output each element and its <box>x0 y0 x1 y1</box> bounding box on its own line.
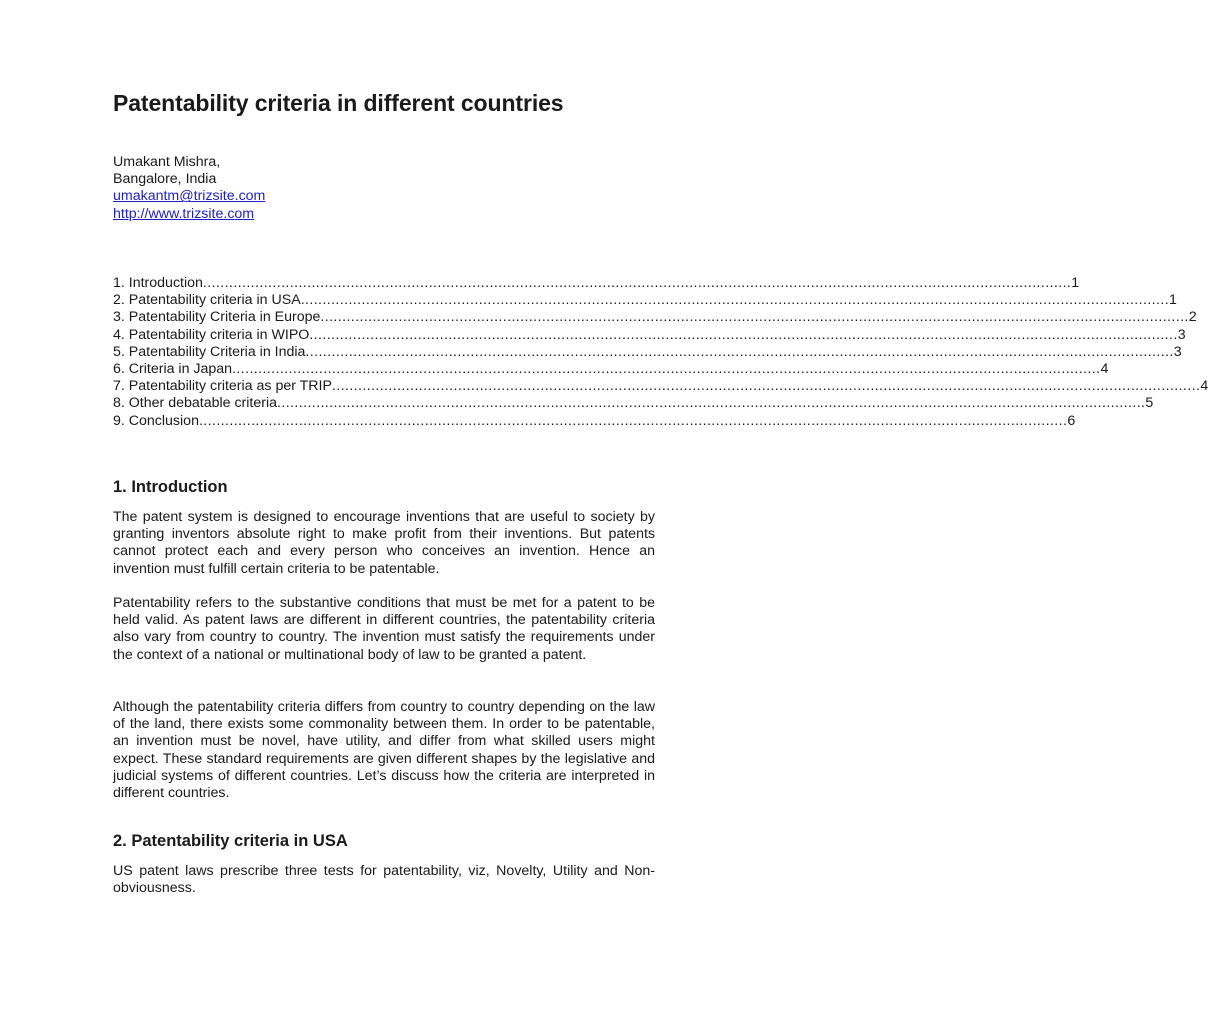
toc-page-number: 1 <box>1169 292 1177 309</box>
toc-entry[interactable]: 6. Criteria in Japan ........................................................................................................................................................................................................ 4 <box>113 361 1109 378</box>
toc-entry[interactable]: 8. Other debatable criteria ........................................................................................................................................................................................................ 5 <box>113 395 1154 412</box>
toc-page-number: 6 <box>1067 412 1076 429</box>
toc-page-number: 3 <box>1177 326 1186 343</box>
author-email-link[interactable]: umakantm@trizsite.com <box>113 188 266 205</box>
toc-dot-leader: ........................................................................................................................................................................................................ <box>198 412 1068 429</box>
toc-page-number: 3 <box>1173 343 1182 360</box>
paragraph: Although the patentability criteria differs from country to country depending on the law of the land, there exists some commonality between them. In order to be patentable, an invention must be novel, have utility, and differ from what skilled users might expect. These standard requirements are given different shapes by the legislative and judicial systems of different countries. Let’s discuss how the criteria are interpreted in different countries. <box>113 699 655 802</box>
toc-dot-leader: ........................................................................................................................................................................................................ <box>232 361 1101 378</box>
section-heading: 2. Patentability criteria in USA <box>113 832 348 850</box>
toc-dot-leader: ........................................................................................................................................................................................................ <box>202 275 1072 291</box>
toc-dot-leader: ........................................................................................................................................................................................................ <box>277 395 1146 412</box>
section-heading: 1. Introduction <box>113 478 228 496</box>
toc-entry[interactable]: 9. Conclusion ........................................................................................................................................................................................................ 6 <box>113 412 1076 429</box>
toc-entry[interactable]: 5. Patentability Criteria in India ........................................................................................................................................................................................................ 3 <box>113 343 1182 360</box>
toc-page-number: 2 <box>1188 309 1197 326</box>
toc-dot-leader: ........................................................................................................................................................................................................ <box>300 292 1170 309</box>
paragraph: The patent system is designed to encourage inventions that are useful to society by granting inventors absolute right to make profit from their inventions. But patents cannot protect each and every person who conceives an invention. Hence an invention must fulfill certain criteria to be patentable. <box>113 509 655 577</box>
paragraph: Patentability refers to the substantive conditions that must be met for a patent to be held valid. As patent laws are different in different countries, the patentability criteria also vary from country to country. The invention must satisfy the requirements under the context of a national or multinational body of law to be granted a patent. <box>113 595 655 663</box>
toc-entry[interactable]: 7. Patentability criteria as per TRIP ........................................................................................................................................................................................................ 4 <box>113 378 1208 395</box>
toc-dot-leader: ........................................................................................................................................................................................................ <box>320 309 1189 326</box>
paragraph: US patent laws prescribe three tests for patentability, viz, Novelty, Utility and Non-obviousness. <box>113 863 655 897</box>
author-website-link[interactable]: http://www.trizsite.com <box>113 205 255 222</box>
toc-entry[interactable]: 1. Introduction ........................................................................................................................................................................................................ 1 <box>113 275 1080 291</box>
document-title: Patentability criteria in different countries <box>113 90 564 116</box>
toc-entry[interactable]: 2. Patentability criteria in USA ........................................................................................................................................................................................................ 1 <box>113 292 1177 309</box>
author-name: Umakant Mishra, <box>113 154 221 170</box>
toc-dot-leader: ........................................................................................................................................................................................................ <box>305 343 1174 360</box>
author-block <box>113 154 265 223</box>
toc-entry[interactable]: 4. Patentability criteria in WIPO ........................................................................................................................................................................................................ 3 <box>113 326 1186 343</box>
toc-entry[interactable]: 3. Patentability Criteria in Europe ........................................................................................................................................................................................................ 2 <box>113 309 1197 326</box>
table-of-contents <box>113 275 1208 430</box>
toc-page-number: 5 <box>1145 395 1154 412</box>
toc-dot-leader: ........................................................................................................................................................................................................ <box>309 326 1178 343</box>
toc-page-number: 4 <box>1100 361 1109 378</box>
toc-page-number: 1 <box>1071 275 1080 291</box>
toc-page-number: 4 <box>1200 378 1208 395</box>
toc-dot-leader: ........................................................................................................................................................................................................ <box>331 378 1201 395</box>
author-location: Bangalore, India <box>113 171 217 188</box>
